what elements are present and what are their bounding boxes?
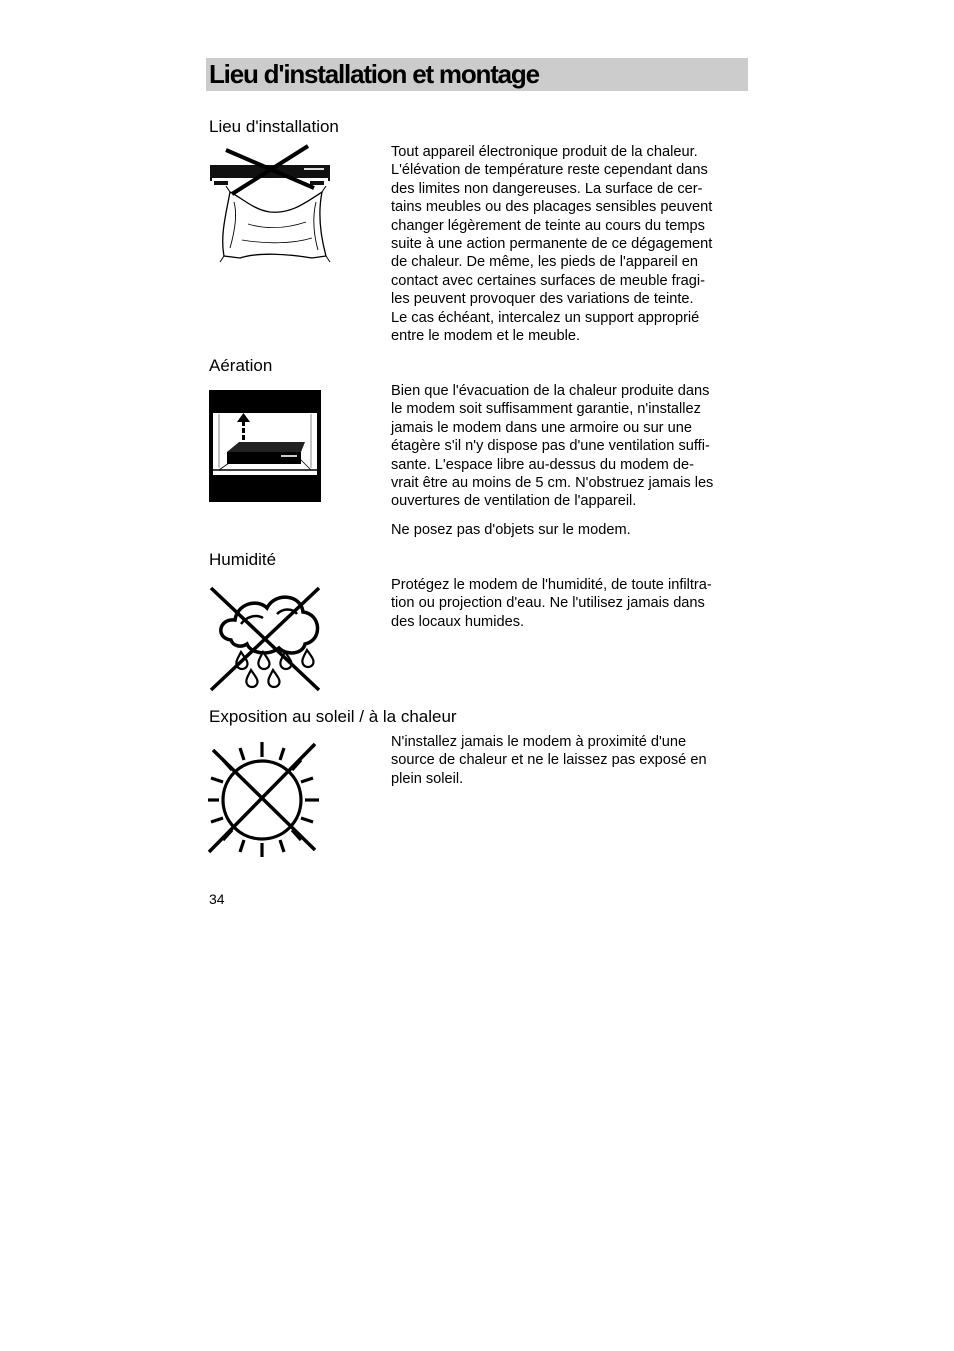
section-text-sun: [391, 733, 751, 788]
text-line: entre le modem et le meuble.: [391, 328, 581, 345]
text-line: tains meubles ou des placages sensibles peuvent: [391, 199, 713, 216]
section-text-installation: [391, 143, 751, 345]
section-title-humidity: Humidité: [209, 550, 277, 569]
section-title-sun: Exposition au soleil / à la chaleur: [209, 707, 457, 726]
text-line: N'installez jamais le modem à proximité d'une: [391, 734, 687, 750]
page-number: 34: [209, 891, 225, 907]
text-line: Bien que l'évacuation de la chaleur produite dans: [391, 383, 710, 399]
text-line: Tout appareil électronique produit de la chaleur.: [391, 144, 698, 160]
text-line: source de chaleur et ne le laissez pas exposé en: [391, 752, 707, 769]
text-line: contact avec certaines surfaces de meuble fragi-: [391, 272, 705, 289]
text-line: sante. L'espace libre au-dessus du modem de-: [391, 456, 694, 473]
text-line: changer légèrement de teinte au cours du temps: [391, 217, 705, 234]
text-line: les peuvent provoquer des variations de teinte.: [391, 291, 694, 308]
text-line: de chaleur. De même, les pieds de l'appareil en: [391, 254, 699, 271]
page-title: Lieu d'installation et montage: [209, 59, 539, 89]
text-line: des locaux humides.: [391, 613, 525, 630]
text-line: des limites non dangereuses. La surface de cer-: [391, 180, 703, 197]
ventilation-icon: [209, 390, 321, 502]
text-line: le modem soit suffisamment garantie, n'installez: [391, 401, 701, 418]
section-note-aeration: Ne posez pas d'objets sur le modem.: [391, 522, 631, 538]
text-line: ouvertures de ventilation de l'appareil.: [391, 493, 637, 510]
text-line: vrait être au moins de 5 cm. N'obstruez jamais les: [391, 475, 714, 492]
section-text-humidity: [391, 576, 751, 631]
page-title-bar: [206, 58, 748, 91]
text-line: Protégez le modem de l'humidité, de toute infiltra-: [391, 577, 712, 593]
section-text-aeration: [391, 382, 751, 511]
text-line: tion ou projection d'eau. Ne l'utilisez jamais dans: [391, 595, 705, 612]
text-line: étagère s'il n'y dispose pas d'une ventilation suffi-: [391, 438, 710, 455]
section-title-aeration: Aération: [209, 356, 273, 375]
no-soft-surface-icon: [208, 144, 334, 276]
text-line: suite à une action permanente de ce dégagement: [391, 236, 713, 253]
text-line: plein soleil.: [391, 770, 464, 787]
no-sun-icon: [207, 740, 321, 858]
text-line: Le cas échéant, intercalez un support approprié: [391, 309, 700, 326]
text-line: L'élévation de température reste cependant dans: [391, 162, 708, 179]
section-title-installation: Lieu d'installation: [209, 117, 339, 136]
text-line: jamais le modem dans une armoire ou sur une: [391, 419, 692, 436]
no-humidity-icon: [207, 584, 323, 694]
